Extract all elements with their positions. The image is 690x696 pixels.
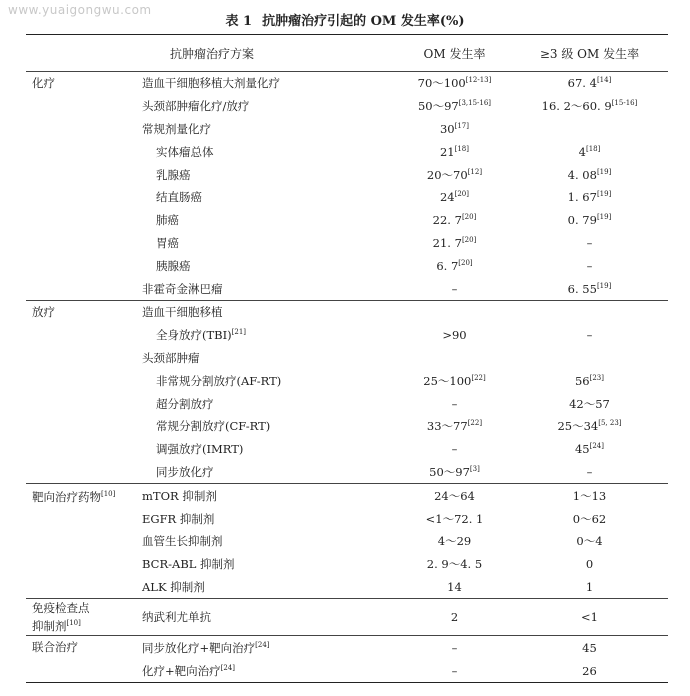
- scheme-cell: [142, 258, 398, 274]
- scheme-label: 同步放化疗: [156, 464, 214, 479]
- om-rate-value: 2. 9～4. 5: [426, 557, 483, 572]
- om-rate-cell: [398, 580, 511, 594]
- om-rate-cell: [398, 328, 511, 342]
- om-incidence-table: [26, 34, 668, 683]
- scheme-cell: [142, 511, 398, 527]
- scheme-label: 肺癌: [156, 213, 179, 228]
- scheme-cell: [142, 640, 398, 656]
- table-row: [26, 483, 668, 507]
- scheme-cell: [142, 373, 398, 389]
- grade3-rate-value: 0. 79: [567, 213, 597, 228]
- om-rate-value: 4～29: [437, 534, 472, 549]
- table-row: [26, 300, 668, 324]
- scheme-label: 结直肠癌: [156, 190, 202, 205]
- scheme-cell: [142, 488, 398, 504]
- om-rate-value: <1～72. 1: [425, 511, 484, 526]
- scheme-cell: [142, 441, 398, 457]
- grade3-rate-value: –: [586, 464, 593, 479]
- citation-ref: [19]: [596, 213, 612, 222]
- om-rate-value: 50～97: [417, 99, 459, 114]
- category-label: 免疫检查点: [32, 600, 90, 615]
- header-grade3-rate: ≥3 级 OM 发生率: [539, 46, 640, 61]
- scheme-cell: [142, 327, 398, 343]
- om-rate-cell: [398, 167, 511, 183]
- citation-ref: [14]: [596, 76, 612, 85]
- om-rate-value: 30: [439, 121, 455, 136]
- citation-ref: [5, 23]: [598, 419, 622, 428]
- table-row: [26, 209, 668, 232]
- citation-ref: [12-13]: [465, 76, 492, 85]
- grade3-rate-cell: [511, 76, 668, 90]
- grade3-rate-value: 26: [582, 663, 597, 678]
- citation-ref: [22]: [467, 419, 483, 428]
- grade3-rate-cell: [511, 282, 668, 296]
- grade3-rate-cell: [511, 418, 668, 434]
- scheme-cell: [142, 144, 398, 160]
- citation-ref: [10]: [66, 618, 81, 627]
- om-rate-cell: [398, 418, 511, 434]
- om-rate-value: >90: [442, 328, 467, 343]
- scheme-label: 造血干细胞移植大剂量化疗: [142, 76, 280, 91]
- scheme-cell: [142, 98, 398, 114]
- scheme-cell: [142, 304, 398, 320]
- grade3-rate-cell: [511, 328, 668, 342]
- om-rate-cell: [398, 511, 511, 527]
- om-rate-value: 50～97: [429, 464, 470, 479]
- grade3-rate-cell: [511, 488, 668, 504]
- category-cell: [26, 601, 142, 634]
- table-row: [26, 635, 668, 659]
- scheme-cell: [142, 350, 398, 366]
- grade3-rate-cell: [511, 236, 668, 250]
- scheme-label: 头颈部肿瘤化疗/放疗: [142, 99, 250, 114]
- table-row: [26, 118, 668, 141]
- table-row: [26, 507, 668, 530]
- scheme-label: 化疗+靶向治疗: [142, 663, 221, 678]
- grade3-rate-value: 0～4: [576, 534, 603, 549]
- scheme-cell: [142, 189, 398, 205]
- om-rate-cell: [398, 442, 511, 456]
- scheme-cell: [142, 75, 398, 91]
- grade3-rate-cell: [511, 259, 668, 273]
- citation-ref: [15-16]: [611, 99, 638, 108]
- citation-ref: [17]: [454, 121, 469, 130]
- scheme-label: 血管生长抑制剂: [142, 534, 223, 549]
- citation-ref: [24]: [220, 663, 236, 672]
- citation-ref: [20]: [461, 235, 477, 244]
- citation-ref: [3]: [469, 464, 480, 473]
- citation-ref: [19]: [596, 190, 612, 199]
- grade3-rate-value: 0～62: [572, 511, 607, 526]
- om-rate-value: –: [451, 396, 458, 411]
- scheme-cell: [142, 533, 398, 549]
- citation-ref: [18]: [585, 144, 601, 153]
- grade3-rate-cell: [511, 98, 668, 114]
- om-rate-cell: [398, 664, 511, 678]
- citation-ref: [18]: [454, 144, 469, 153]
- category-cell: [26, 640, 142, 655]
- om-rate-value: –: [451, 281, 458, 296]
- citation-ref: [21]: [231, 328, 247, 337]
- grade3-rate-value: 16. 2～60. 9: [541, 99, 612, 114]
- citation-ref: [12]: [467, 167, 483, 176]
- om-rate-value: 2: [450, 610, 459, 625]
- scheme-label: 非霍奇金淋巴瘤: [142, 281, 223, 296]
- table-row: [26, 576, 668, 599]
- scheme-label: 常规分割放疗(CF-RT): [156, 419, 271, 434]
- scheme-label: EGFR 抑制剂: [142, 511, 215, 526]
- table-header: [26, 35, 668, 72]
- grade3-rate-cell: [511, 580, 668, 594]
- om-rate-cell: [398, 556, 511, 572]
- om-rate-value: 22. 7: [432, 213, 462, 228]
- scheme-label: 调强放疗(IMRT): [156, 442, 244, 457]
- scheme-cell: [142, 609, 398, 625]
- grade3-rate-value: 4. 08: [567, 167, 597, 182]
- grade3-rate-cell: [511, 145, 668, 159]
- table-body: [26, 72, 668, 682]
- grade3-rate-cell: [511, 465, 668, 479]
- grade3-rate-value: 56: [574, 373, 590, 388]
- scheme-cell: [142, 121, 398, 137]
- table-row: [26, 659, 668, 682]
- grade3-rate-value: 0: [585, 557, 594, 572]
- grade3-rate-value: 6. 55: [567, 281, 597, 296]
- header-om-rate: OM 发生率: [423, 46, 486, 61]
- scheme-label: BCR-ABL 抑制剂: [142, 557, 235, 572]
- om-rate-cell: [398, 213, 511, 227]
- scheme-label: 同步放化疗+靶向治疗: [142, 640, 256, 655]
- grade3-rate-cell: [511, 442, 668, 456]
- table-row: [26, 598, 668, 635]
- table-row: [26, 163, 668, 186]
- om-rate-value: 24: [439, 190, 455, 205]
- table-row: [26, 369, 668, 392]
- om-rate-value: 14: [447, 579, 462, 594]
- category-cell: [26, 76, 142, 91]
- scheme-label: ALK 抑制剂: [142, 579, 205, 594]
- grade3-rate-cell: [511, 641, 668, 655]
- scheme-label: 全身放疗(TBI): [156, 328, 232, 343]
- om-rate-cell: [398, 282, 511, 296]
- scheme-label: 胃癌: [156, 235, 179, 250]
- table-caption: [0, 10, 690, 29]
- scheme-cell: [142, 663, 398, 679]
- scheme-label: 造血干细胞移植: [142, 305, 223, 320]
- table-row: [26, 415, 668, 438]
- om-rate-value: –: [451, 663, 458, 678]
- grade3-rate-value: 1: [585, 579, 594, 594]
- citation-ref: [24]: [255, 640, 270, 649]
- grade3-rate-cell: [511, 610, 668, 624]
- om-rate-cell: [398, 533, 511, 549]
- table-row: [26, 232, 668, 255]
- scheme-cell: [142, 579, 398, 595]
- scheme-label: 非常规分割放疗(AF-RT): [156, 373, 282, 388]
- grade3-rate-cell: [511, 557, 668, 571]
- table-row: [26, 438, 668, 461]
- scheme-label: 实体瘤总体: [156, 144, 214, 159]
- table-title: 抗肿瘤治疗引起的 OM 发生率(%): [262, 14, 465, 29]
- om-rate-value: 20～70: [426, 167, 468, 182]
- om-rate-value: 33～77: [426, 419, 468, 434]
- scheme-label: 超分割放疗: [156, 396, 214, 411]
- citation-ref: [19]: [596, 167, 612, 176]
- scheme-cell: [142, 212, 398, 228]
- table-row: [26, 324, 668, 347]
- citation-ref: [19]: [596, 281, 612, 290]
- scheme-cell: [142, 418, 398, 434]
- grade3-rate-value: 1. 67: [567, 190, 597, 205]
- grade3-rate-cell: [511, 396, 668, 412]
- header-scheme: 抗肿瘤治疗方案: [169, 46, 254, 61]
- om-rate-cell: [398, 145, 511, 159]
- grade3-rate-value: <1: [581, 610, 598, 625]
- grade3-rate-value: –: [586, 328, 593, 343]
- citation-ref: [23]: [589, 373, 604, 382]
- category-label: 化疗: [32, 75, 55, 90]
- category-cell: [26, 305, 142, 320]
- table-row: [26, 140, 668, 163]
- om-rate-cell: [398, 464, 511, 480]
- scheme-label: 纳武利尤单抗: [142, 610, 211, 625]
- table-row: [26, 95, 668, 118]
- citation-ref: [22]: [471, 373, 486, 382]
- scheme-cell: [142, 167, 398, 183]
- grade3-rate-value: –: [586, 235, 593, 250]
- grade3-rate-value: 4: [578, 144, 586, 159]
- table-number: 表 1: [225, 14, 253, 29]
- table-row: [26, 553, 668, 576]
- grade3-rate-cell: [511, 374, 668, 388]
- om-rate-cell: [398, 488, 511, 504]
- citation-ref: [10]: [101, 489, 116, 498]
- citation-ref: [3,15-16]: [458, 99, 492, 108]
- om-rate-cell: [398, 236, 511, 250]
- category-label-line2: 抑制剂: [32, 618, 67, 633]
- scheme-label: mTOR 抑制剂: [142, 488, 217, 503]
- om-rate-cell: [398, 373, 511, 389]
- grade3-rate-value: 25～34: [557, 419, 599, 434]
- grade3-rate-value: 42～57: [569, 396, 610, 411]
- table-row: [26, 461, 668, 484]
- table-row: [26, 392, 668, 415]
- grade3-rate-cell: [511, 533, 668, 549]
- grade3-rate-cell: [511, 511, 668, 527]
- om-rate-cell: [398, 610, 511, 624]
- om-rate-cell: [398, 75, 511, 91]
- citation-ref: [24]: [589, 442, 604, 451]
- om-rate-cell: [398, 397, 511, 411]
- grade3-rate-value: 45: [574, 442, 590, 457]
- table-row: [26, 254, 668, 277]
- om-rate-cell: [398, 641, 511, 655]
- om-rate-cell: [398, 259, 511, 273]
- om-rate-value: 21: [439, 144, 455, 159]
- om-rate-value: 21. 7: [432, 235, 462, 250]
- om-rate-value: 70～100: [417, 76, 466, 91]
- scheme-cell: [142, 396, 398, 412]
- table-row: [26, 347, 668, 370]
- om-rate-value: –: [451, 442, 458, 457]
- table-row: [26, 186, 668, 209]
- om-rate-value: 24～64: [434, 488, 475, 503]
- grade3-rate-cell: [511, 190, 668, 204]
- category-label: 靶向治疗药物: [32, 489, 101, 504]
- scheme-label: 常规剂量化疗: [142, 121, 211, 136]
- scheme-cell: [142, 281, 398, 297]
- category-cell: [26, 487, 142, 505]
- grade3-rate-value: –: [586, 258, 593, 273]
- scheme-cell: [142, 235, 398, 251]
- grade3-rate-cell: [511, 213, 668, 227]
- table-row: [26, 72, 668, 95]
- om-rate-cell: [398, 190, 511, 204]
- category-label: 联合治疗: [32, 640, 78, 655]
- watermark: www.yuaigongwu.com: [8, 3, 152, 17]
- scheme-label: 胰腺癌: [156, 258, 191, 273]
- grade3-rate-cell: [511, 168, 668, 182]
- grade3-rate-value: 1～13: [572, 488, 607, 503]
- category-label: 放疗: [32, 304, 55, 319]
- om-rate-cell: [398, 122, 511, 136]
- table-row: [26, 277, 668, 300]
- scheme-cell: [142, 556, 398, 572]
- om-rate-cell: [398, 98, 511, 114]
- scheme-label: 头颈部肿瘤: [142, 350, 200, 365]
- citation-ref: [20]: [458, 258, 473, 267]
- om-rate-value: 6. 7: [436, 258, 459, 273]
- om-rate-value: 25～100: [423, 373, 472, 388]
- om-rate-value: –: [451, 640, 458, 655]
- scheme-cell: [142, 464, 398, 480]
- citation-ref: [20]: [454, 190, 469, 199]
- table-row: [26, 530, 668, 553]
- grade3-rate-cell: [511, 664, 668, 678]
- grade3-rate-value: 45: [582, 640, 597, 655]
- grade3-rate-value: 67. 4: [567, 76, 597, 91]
- scheme-label: 乳腺癌: [156, 167, 191, 182]
- citation-ref: [20]: [461, 213, 477, 222]
